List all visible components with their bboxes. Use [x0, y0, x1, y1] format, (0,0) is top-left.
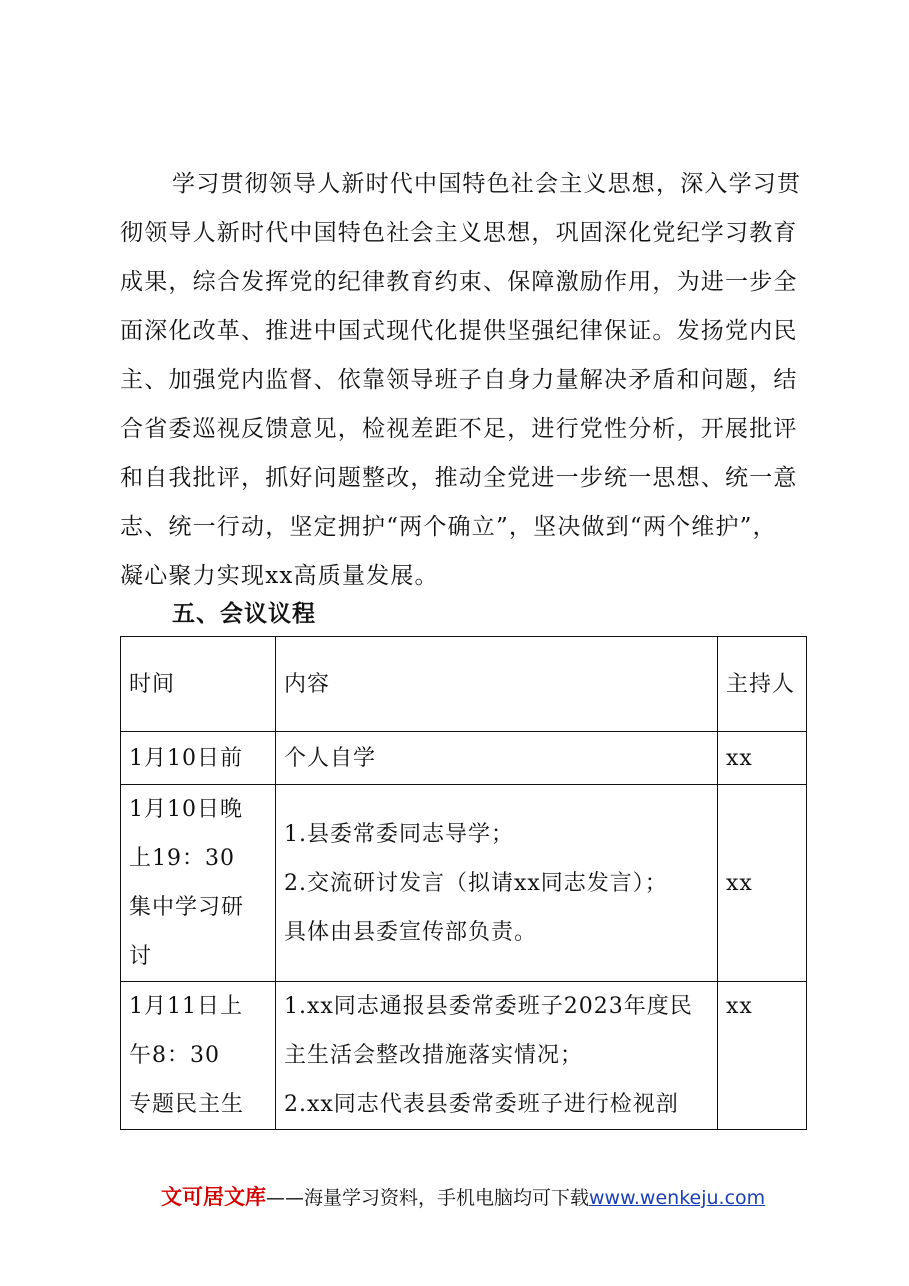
paragraph-line: 成果，综合发挥党的纪律教育约束、保障激励作用，为进一步全 — [120, 269, 798, 295]
content-line: 个人自学 — [284, 745, 377, 771]
footer-banner — [161, 1182, 765, 1212]
content-cell — [276, 785, 718, 982]
footer-tagline: ——海量学习资料，手机电脑均可下载 — [266, 1187, 590, 1209]
paragraph-line: 志、统一行动，坚定拥护“两个确立”，坚决做到“两个维护”， — [120, 514, 777, 540]
table-row — [121, 732, 807, 785]
content-line: 2.交流研讨发言（拟请xx同志发言）； — [284, 870, 668, 896]
host-cell: xx — [718, 785, 807, 982]
time-cell — [121, 732, 276, 785]
paragraph-line: 面深化改革、推进中国式现代化提供坚强纪律保证。发扬党内民 — [120, 318, 798, 344]
paragraph-line: 主、加强党内监督、依靠领导班子自身力量解决矛盾和问题，结 — [120, 367, 798, 393]
time-line: 1月11日上 — [129, 994, 243, 1019]
host-cell: xx — [718, 982, 807, 1130]
time-line: 1月10日晚 — [129, 797, 243, 822]
section-heading: 五、会议议程 — [172, 601, 316, 627]
paragraph-line: 和自我批评，抓好问题整改，推动全党进一步统一思想、统一意 — [120, 465, 798, 491]
time-line: 集中学习研 — [129, 895, 245, 920]
paragraph-line: 凝心聚力实现xx高质量发展。 — [120, 563, 439, 589]
table-header-row — [121, 637, 807, 732]
time-cell — [121, 785, 276, 982]
content-cell — [276, 982, 718, 1130]
table-row — [121, 982, 807, 1130]
paragraph-line: 学习贯彻领导人新时代中国特色社会主义思想，深入学习贯 — [172, 171, 802, 197]
content-line: 2.xx同志代表县委常委班子进行检视剖 — [284, 1092, 679, 1117]
content-line: 主生活会整改措施落实情况； — [284, 1043, 584, 1068]
host-cell: xx — [718, 732, 807, 785]
header-host: 主持人 — [718, 637, 807, 732]
paragraph-line: 合省委巡视反馈意见，检视差距不足，进行党性分析，开展批评 — [120, 416, 798, 442]
time-line: 专题民主生 — [129, 1092, 245, 1117]
time-line: 1月10日前 — [129, 745, 243, 771]
agenda-table — [120, 636, 807, 1130]
time-line: 上19：30 — [129, 846, 235, 871]
header-time: 时间 — [121, 637, 276, 732]
brand-name: 文可居文库 — [161, 1185, 266, 1209]
body-paragraph — [120, 160, 810, 601]
content-line: 1.xx同志通报县委常委班子2023年度民 — [284, 994, 693, 1019]
time-cell — [121, 982, 276, 1130]
content-cell — [276, 732, 718, 785]
table-row — [121, 785, 807, 982]
content-line: 具体由县委宣传部负责。 — [284, 919, 538, 945]
content-line: 1.县委常委同志导学； — [284, 821, 514, 847]
site-link[interactable]: www.wenkeju.com — [589, 1187, 766, 1209]
header-content: 内容 — [276, 637, 718, 732]
time-line: 午8：30 — [129, 1043, 220, 1068]
paragraph-line: 彻领导人新时代中国特色社会主义思想，巩固深化党纪学习教育 — [120, 220, 798, 246]
time-line: 讨 — [129, 944, 153, 969]
